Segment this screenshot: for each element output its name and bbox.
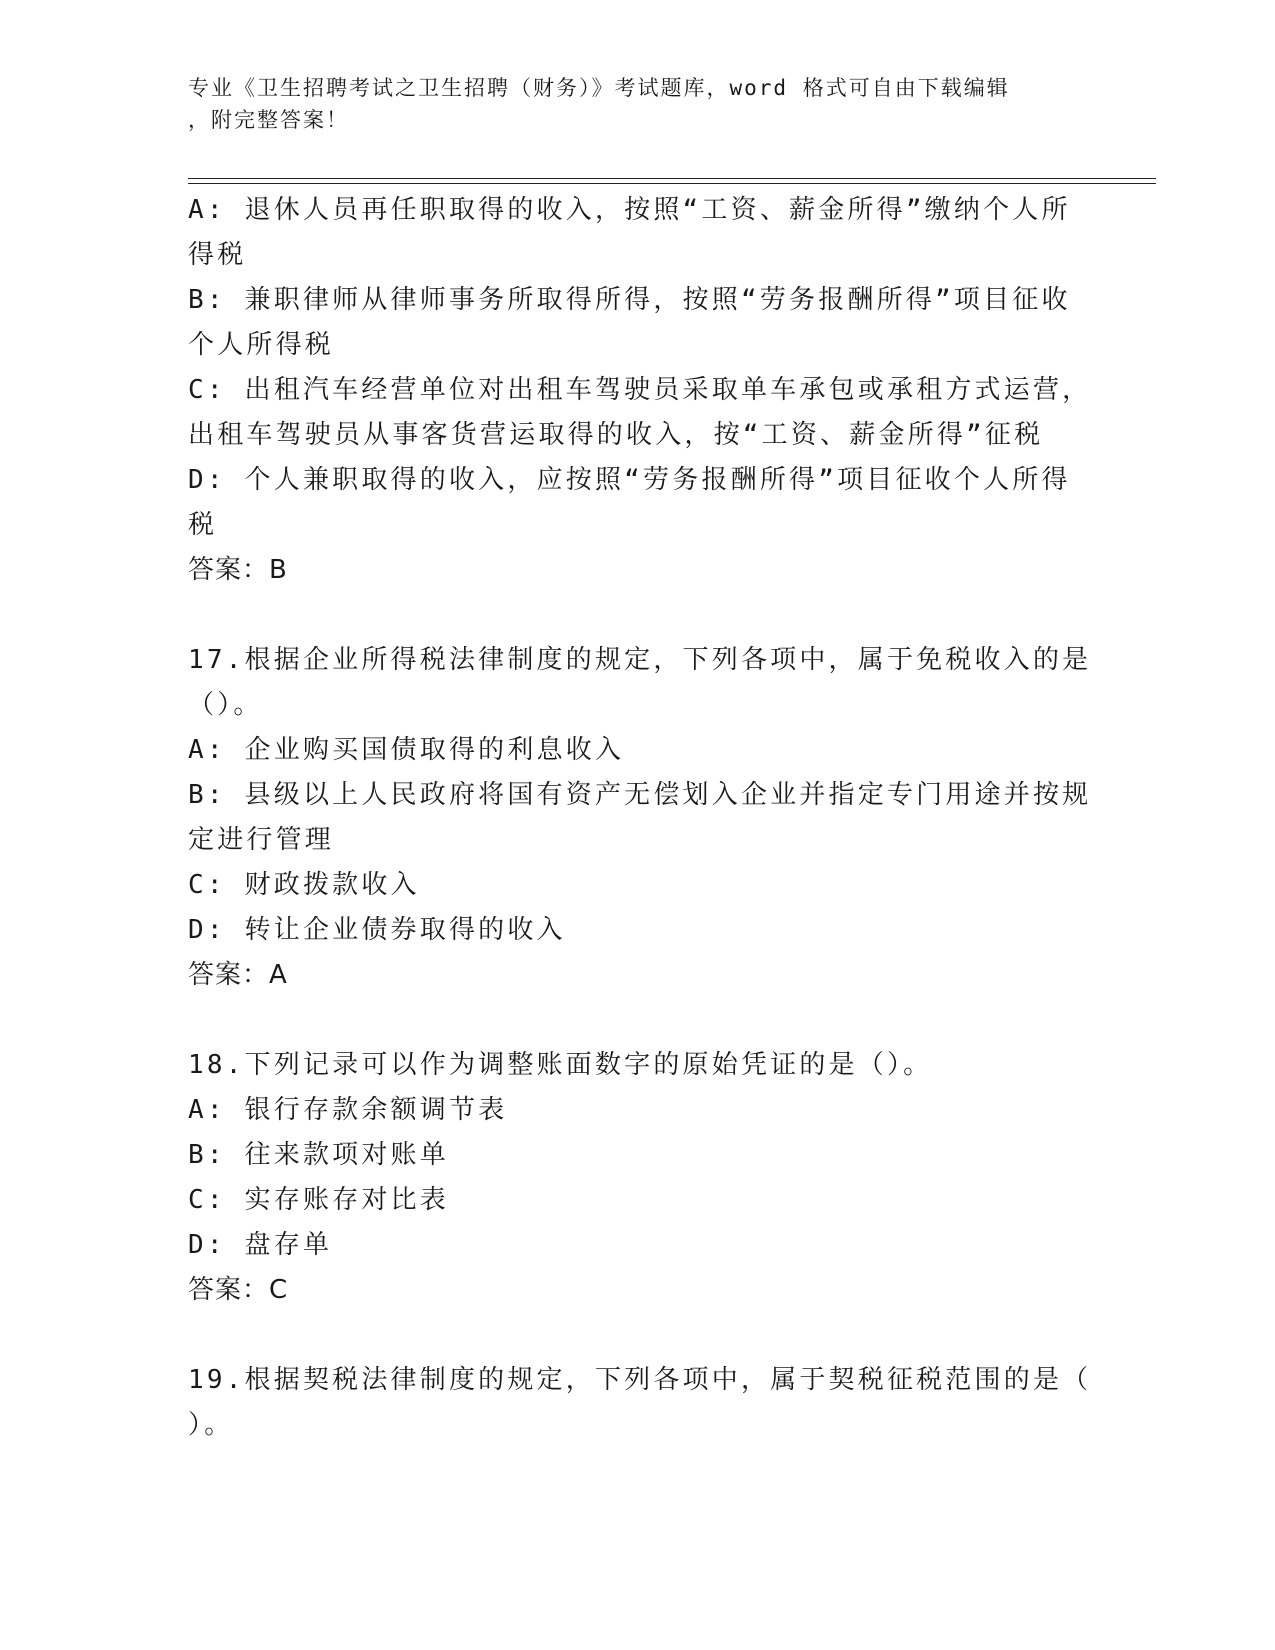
- question-stem-line-1: 17.根据企业所得税法律制度的规定，下列各项中，属于免税收入的是: [188, 645, 1092, 675]
- spacer: [188, 593, 1078, 638]
- document-header: [188, 72, 1068, 136]
- header-divider-top: [188, 178, 1156, 179]
- question-stem: 18.下列记录可以作为调整账面数字的原始凭证的是（）。: [188, 1050, 933, 1080]
- option-b-line-2: 个人所得税: [188, 330, 335, 360]
- question-stem-line-2: （）。: [188, 690, 263, 720]
- option-d-line-1: D: 个人兼职取得的收入，应按照“劳务报酬所得”项目征收个人所得: [188, 465, 1071, 495]
- option-d: D: 盘存单: [188, 1230, 333, 1260]
- answer-line: 答案：A: [188, 960, 288, 990]
- option-a: A: 企业购买国债取得的利息收入: [188, 735, 625, 765]
- option-b-line-1: B: 县级以上人民政府将国有资产无偿划入企业并指定专门用途并按规: [188, 780, 1092, 810]
- option-a-line-1: A: 退休人员再任职取得的收入，按照“工资、薪金所得”缴纳个人所: [188, 195, 1071, 225]
- question-list: [188, 188, 1092, 1448]
- option-d: D: 转让企业债券取得的收入: [188, 915, 566, 945]
- spacer: [188, 1313, 1078, 1358]
- header-divider-bottom: [188, 183, 1156, 184]
- question-19: [188, 1358, 1092, 1448]
- option-c-line-1: C: 出租汽车经营单位对出租车驾驶员采取单车承包或承租方式运营，: [188, 375, 1092, 405]
- question-stem-line-2: ）。: [188, 1410, 234, 1440]
- question-18: [188, 1043, 1078, 1313]
- answer-line: 答案：C: [188, 1275, 289, 1305]
- answer-line: 答案：B: [188, 555, 288, 585]
- spacer: [188, 998, 1078, 1043]
- option-d-line-2: 税: [188, 510, 218, 540]
- option-a: A: 银行存款余额调节表: [188, 1095, 508, 1125]
- option-a-line-2: 得税: [188, 240, 247, 270]
- question-stem-line-1: 19.根据契税法律制度的规定，下列各项中，属于契税征税范围的是（: [188, 1365, 1092, 1395]
- header-title-line-2: ，附完整答案！: [188, 108, 349, 132]
- question-16-options: [188, 188, 1092, 593]
- option-b-line-1: B: 兼职律师从律师事务所取得所得，按照“劳务报酬所得”项目征收: [188, 285, 1071, 315]
- option-b-line-2: 定进行管理: [188, 825, 335, 855]
- question-17: [188, 638, 1092, 998]
- header-title-line-1: 专业《卫生招聘考试之卫生招聘（财务）》考试题库，word 格式可自由下载编辑: [188, 76, 1010, 100]
- option-b: B: 往来款项对账单: [188, 1140, 449, 1170]
- option-c-line-2: 出租车驾驶员从事客货营运取得的收入，按“工资、薪金所得”征税: [188, 420, 1044, 450]
- option-c: C: 实存账存对比表: [188, 1185, 449, 1215]
- option-c: C: 财政拨款收入: [188, 870, 420, 900]
